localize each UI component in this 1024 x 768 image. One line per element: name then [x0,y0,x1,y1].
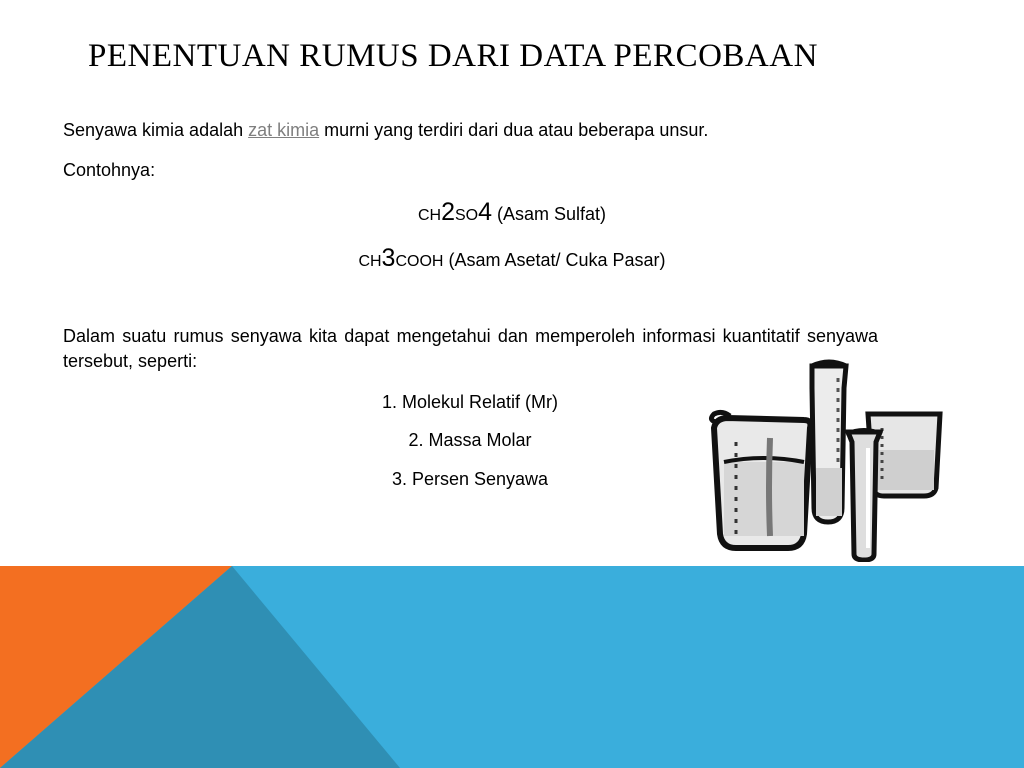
zat-kimia-link[interactable]: zat kimia [248,120,320,140]
intro-after: murni yang terdiri dari dua atau beberapa unsur. [319,120,709,140]
formula2-part2: COOH [395,253,444,270]
formula1-part2: SO [454,207,479,224]
examples-label: Contohnya: [63,160,156,180]
formula1-name: (Asam Sulfat) [492,204,607,224]
list-item-massa-molar: 2. Massa Molar [408,430,532,450]
intro-before: Senyawa kimia adalah [63,120,249,140]
intro-text [63,118,708,142]
formula1-num2: 4 [478,198,492,226]
formula2-num1: 3 [381,244,396,272]
laboratory-glassware-icon [708,358,948,562]
list-item-persen-senyawa: 3. Persen Senyawa [391,469,549,489]
formula-acetic-acid [0,244,1024,273]
formula-sulfuric-acid [0,198,1024,227]
slide-title: PENENTUAN RUMUS DARI DATA PERCOBAAN [88,38,818,74]
bottom-banner [0,566,1024,768]
formula1-num1: 2 [441,198,455,226]
formula2-name: (Asam Asetat/ Cuka Pasar) [443,250,666,270]
small-beaker-icon [868,414,940,496]
list-item-mr: 1. Molekul Relatif (Mr) [381,392,559,412]
info-paragraph: Dalam suatu rumus senyawa kita dapat mengetahui dan memperoleh informasi kuantitatif senyawa tersebut, seperti: [63,326,878,371]
test-tube-icon [846,430,882,560]
formula1-part1: CH [417,207,442,224]
formula2-part1: CH [358,253,382,270]
flask-icon [812,362,846,522]
large-beaker-icon [711,412,810,548]
